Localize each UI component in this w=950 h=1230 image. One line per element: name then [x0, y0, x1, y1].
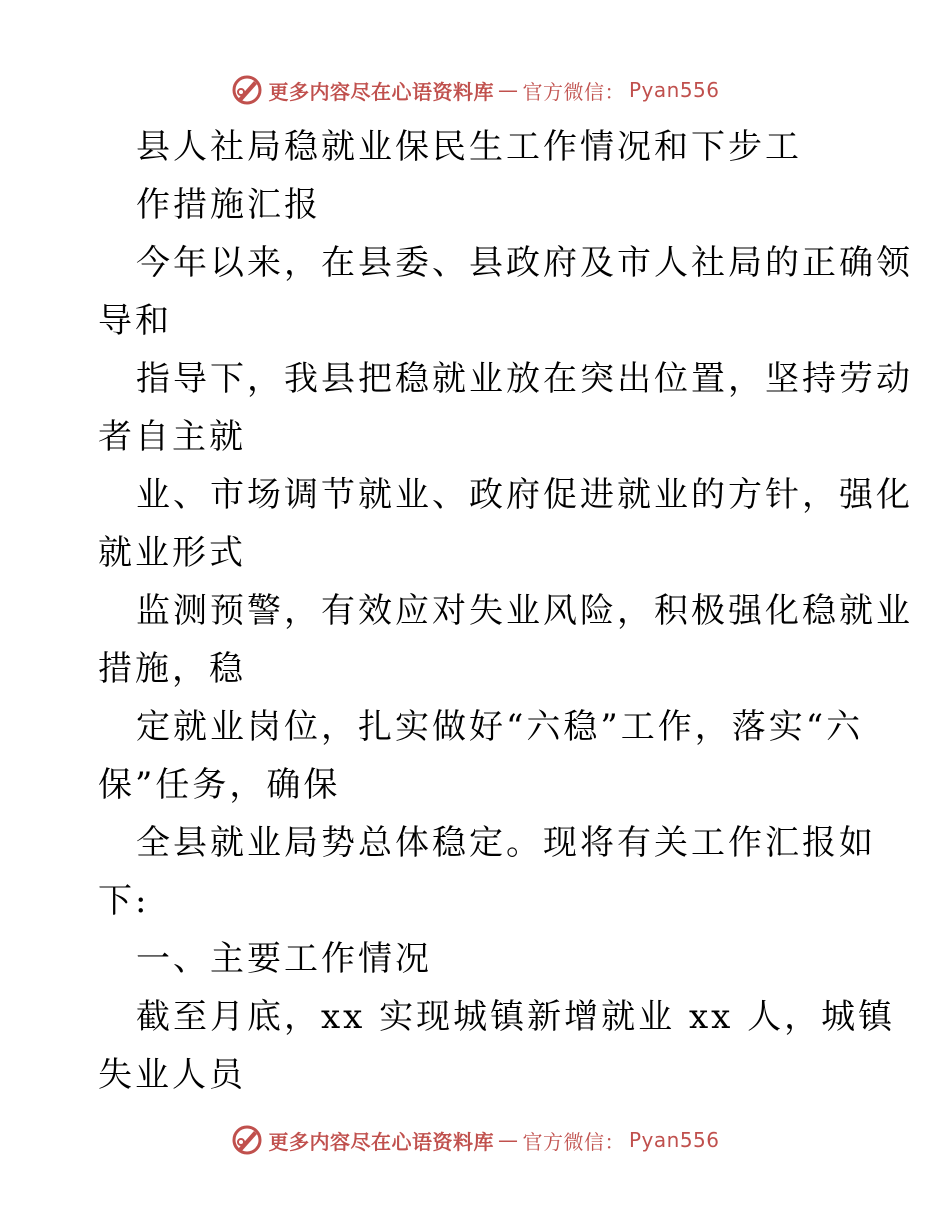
watermark-main-text: 更多内容尽在心语资料库	[268, 1129, 494, 1154]
document-line: 一、主要工作情况	[136, 939, 432, 979]
watermark-content	[230, 73, 719, 107]
document-line: 监测预警，有效应对失业风险，积极强化稳就业	[136, 591, 913, 631]
watermark-main-text: 更多内容尽在心语资料库	[268, 79, 494, 104]
document-line: 下:	[98, 881, 150, 921]
document-line: 截至月底，xx 实现城镇新增就业 xx 人，城镇	[136, 997, 896, 1037]
watermark-banner-bottom	[0, 1120, 950, 1160]
document-line: 县人社局稳就业保民生工作情况和下步工	[136, 127, 802, 167]
pen-seal-icon	[230, 1123, 264, 1157]
watermark-sub-text: 官方微信：	[522, 1129, 625, 1154]
watermark-banner-top	[0, 70, 950, 110]
document-line: 作措施汇报	[136, 185, 321, 225]
watermark-content	[230, 1123, 719, 1157]
pen-seal-icon	[230, 73, 264, 107]
document-line: 导和	[98, 301, 172, 341]
document-line: 业、市场调节就业、政府促进就业的方针，强化	[136, 475, 913, 515]
watermark-separator: —	[497, 78, 519, 102]
document-line: 者自主就	[98, 417, 246, 457]
document-line: 定就业岗位，扎实做好“六稳”工作，落实“六	[136, 707, 864, 747]
watermark-account: Pyan556	[628, 78, 720, 102]
watermark-separator: —	[497, 1128, 519, 1152]
document-line: 保”任务，确保	[98, 765, 341, 805]
document-line: 失业人员	[98, 1055, 246, 1095]
watermark-sub-text: 官方微信：	[522, 79, 625, 104]
document-line: 指导下，我县把稳就业放在突出位置，坚持劳动	[136, 359, 913, 399]
watermark-account: Pyan556	[628, 1128, 720, 1152]
document-line: 今年以来，在县委、县政府及市人社局的正确领	[136, 243, 913, 283]
document-line: 措施，稳	[98, 649, 246, 689]
document-line: 全县就业局势总体稳定。现将有关工作汇报如	[136, 823, 876, 863]
document-line: 就业形式	[98, 533, 246, 573]
document-body	[98, 118, 913, 1104]
